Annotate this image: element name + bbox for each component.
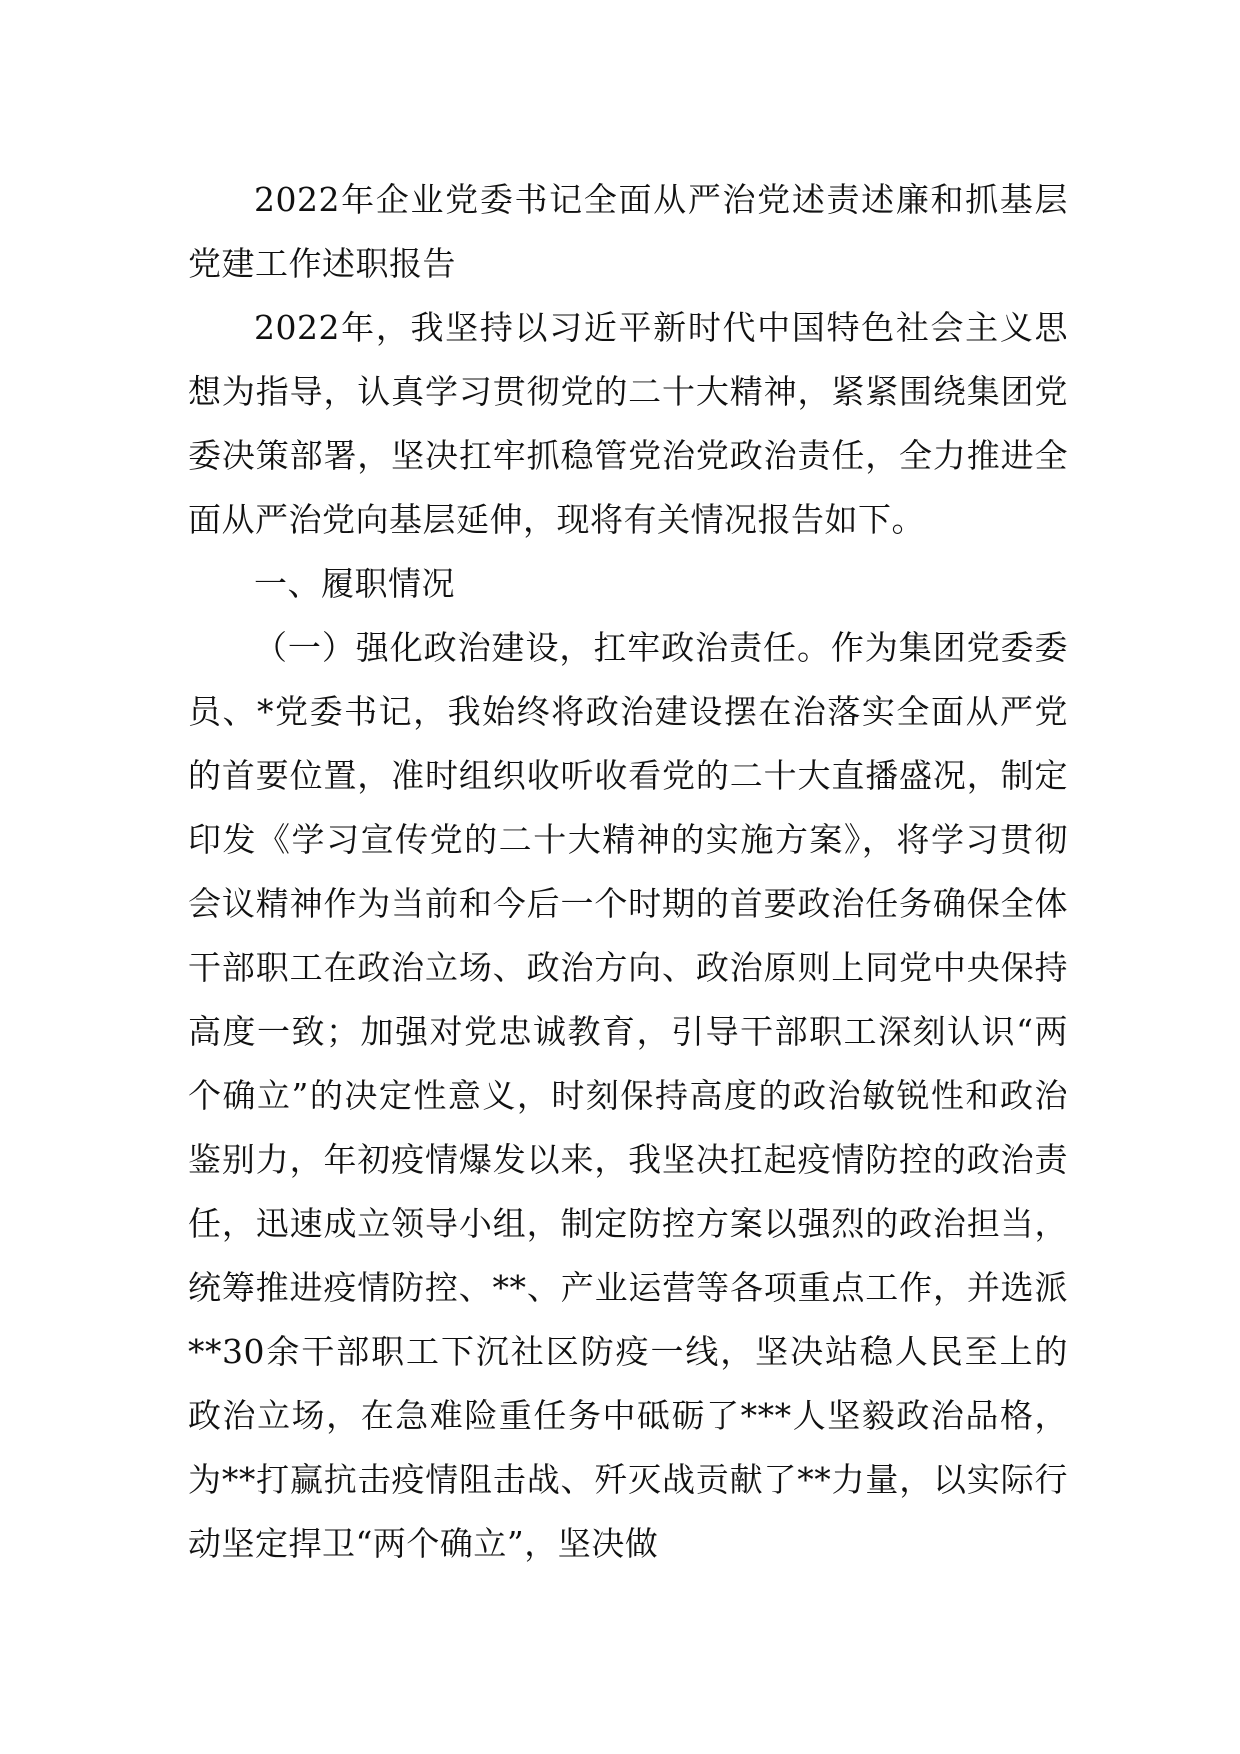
section-heading: 一、履职情况: [254, 564, 455, 603]
document-title: 2022年企业党委书记全面从严治党述责述廉和抓基层党建工作述职报告: [188, 180, 1068, 283]
subsection-paragraph: （一）强化政治建设，扛牢政治责任。作为集团党委委员、*党委书记，我始终将政治建设摆在治落实全面从严党的首要位置，准时组织收听收看党的二十大直播盛况，制定印发《学习宣传党的二十大精神的实施方案》，将学习贯彻会议精神作为当前和今后一个时期的首要政治任务确保全体干部职工在政治立场、政治方向、政治原则上同党中央保持高度一致；加强对党忠诚教育，引导干部职工深刻认识“两个确立”的决定性意义，时刻保持高度的政治敏锐性和政治鉴别力，年初疫情爆发以来，我坚决扛起疫情防控的政治责任，迅速成立领导小组，制定防控方案以强烈的政治担当，统筹推进疫情防控、**、产业运营等各项重点工作，并选派**30余干部职工下沉社区防疫一线，坚决站稳人民至上的政治立场，在急难险重任务中砥砺了***人坚毅政治品格，为**打赢抗击疫情阻击战、歼灭战贡献了**力量，以实际行动坚定捍卫“两个确立”，坚决做: [188, 628, 1068, 1563]
intro-paragraph: 2022年，我坚持以习近平新时代中国特色社会主义思想为指导，认真学习贯彻党的二十大精神，紧紧围绕集团党委决策部署，坚决扛牢抓稳管党治党政治责任，全力推进全面从严治党向基层延伸，现将有关情况报告如下。: [188, 308, 1068, 539]
document-page: [188, 168, 1068, 1576]
